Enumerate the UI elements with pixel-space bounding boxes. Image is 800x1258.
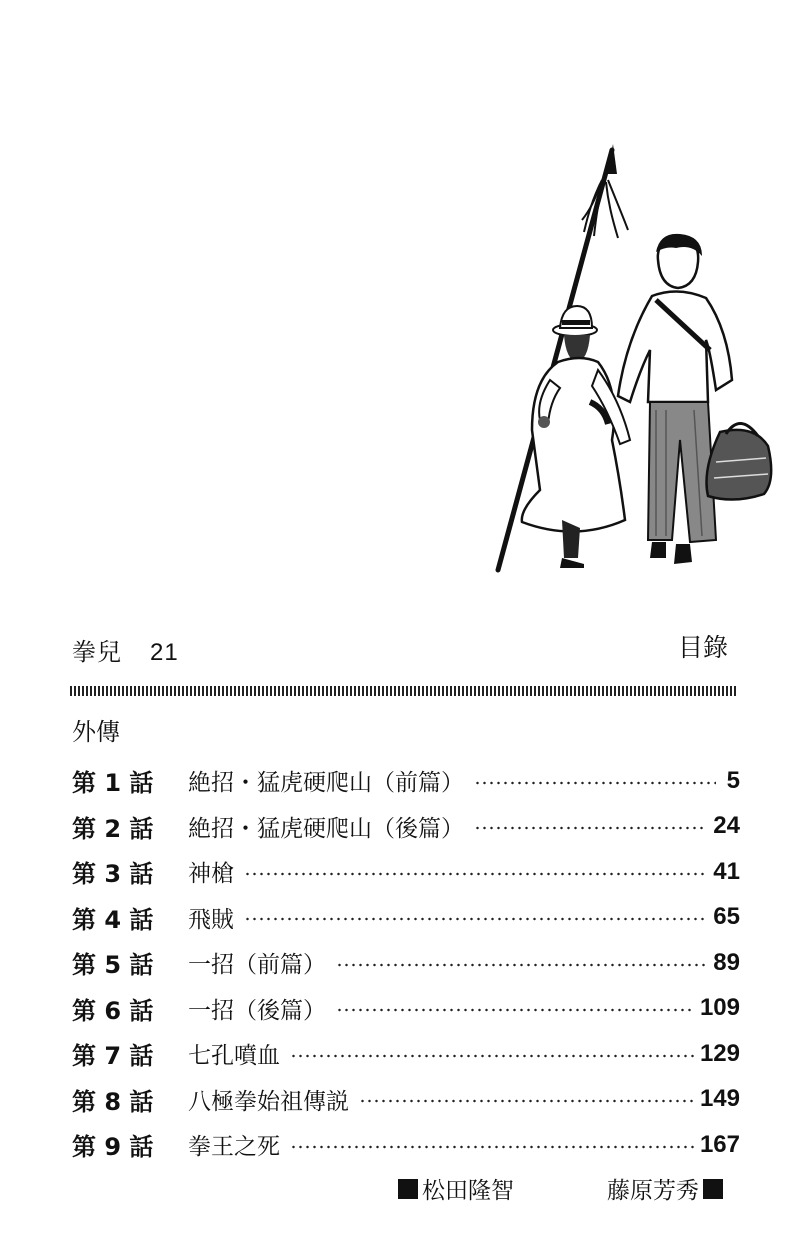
series-title xyxy=(72,632,179,667)
young-man-figure xyxy=(618,234,771,564)
square-bullet-icon xyxy=(398,1179,418,1199)
bag xyxy=(707,430,772,500)
chapter-number: 第 2 話 xyxy=(72,814,154,843)
series-name: 拳兒 xyxy=(72,638,122,666)
chapter-number: 第 9 話 xyxy=(72,1133,154,1162)
chapter-number: 第 8 話 xyxy=(72,1087,154,1116)
dot-leader xyxy=(290,1054,694,1058)
page-number: 65 xyxy=(713,903,740,931)
chapter-number: 第 1 話 xyxy=(72,769,154,798)
chapter-number: 第 3 話 xyxy=(72,860,154,889)
dot-leader xyxy=(474,781,716,785)
page-number: 5 xyxy=(726,766,740,794)
chapter-title: 絶招・猛虎硬爬山（後篇） xyxy=(188,815,464,842)
toc-entry xyxy=(72,758,740,804)
volume-number: 21 xyxy=(150,639,179,666)
table-of-contents xyxy=(72,758,740,1168)
toc-entry xyxy=(72,849,740,895)
square-bullet-icon xyxy=(703,1179,723,1199)
page-number: 109 xyxy=(699,994,740,1022)
chapter-number: 第 5 話 xyxy=(72,951,154,980)
chapter-number: 第 4 話 xyxy=(72,905,154,934)
chapter-title: 神槍 xyxy=(188,861,234,888)
chapter-title: 絶招・猛虎硬爬山（前篇） xyxy=(188,770,464,797)
chapter-title: 飛賊 xyxy=(188,906,234,933)
dot-leader xyxy=(244,872,707,876)
toc-entry xyxy=(72,940,740,986)
contents-heading: 目錄 xyxy=(677,633,728,662)
page-number: 24 xyxy=(713,812,740,840)
page-number: 129 xyxy=(699,1039,740,1067)
section-heading: 外傳 xyxy=(72,718,120,746)
page-number: 149 xyxy=(699,1085,740,1113)
chapter-title: 八極拳始祖傳説 xyxy=(188,1088,349,1115)
dot-leader xyxy=(290,1145,694,1149)
chapter-title: 一招（後篇） xyxy=(188,997,326,1024)
old-man-figure xyxy=(522,306,630,568)
dot-leader xyxy=(336,963,707,967)
dot-leader xyxy=(359,1099,694,1103)
author-name: 松田隆智 xyxy=(422,1178,514,1204)
toc-entry xyxy=(72,1122,740,1168)
chapter-title: 七孔噴血 xyxy=(188,1043,280,1070)
dot-leader xyxy=(474,826,707,830)
dot-leader xyxy=(336,1008,694,1012)
author-credit xyxy=(398,1172,514,1205)
toc-entry xyxy=(72,895,740,941)
chapter-title: 一招（前篇） xyxy=(188,952,326,979)
page-number: 167 xyxy=(699,1130,740,1158)
artist-credit xyxy=(607,1172,723,1205)
page-number: 89 xyxy=(713,948,740,976)
toc-entry xyxy=(72,986,740,1032)
chapter-number: 第 7 話 xyxy=(72,1042,154,1071)
toc-entry xyxy=(72,1077,740,1123)
dot-leader xyxy=(244,917,707,921)
hatched-divider xyxy=(70,686,738,696)
page-number: 41 xyxy=(713,857,740,885)
toc-entry xyxy=(72,1031,740,1077)
toc-entry xyxy=(72,804,740,850)
chapter-number: 第 6 話 xyxy=(72,996,154,1025)
chapter-title: 拳王之死 xyxy=(188,1134,280,1161)
artist-name: 藤原芳秀 xyxy=(607,1178,699,1204)
cover-illustration xyxy=(480,140,780,580)
